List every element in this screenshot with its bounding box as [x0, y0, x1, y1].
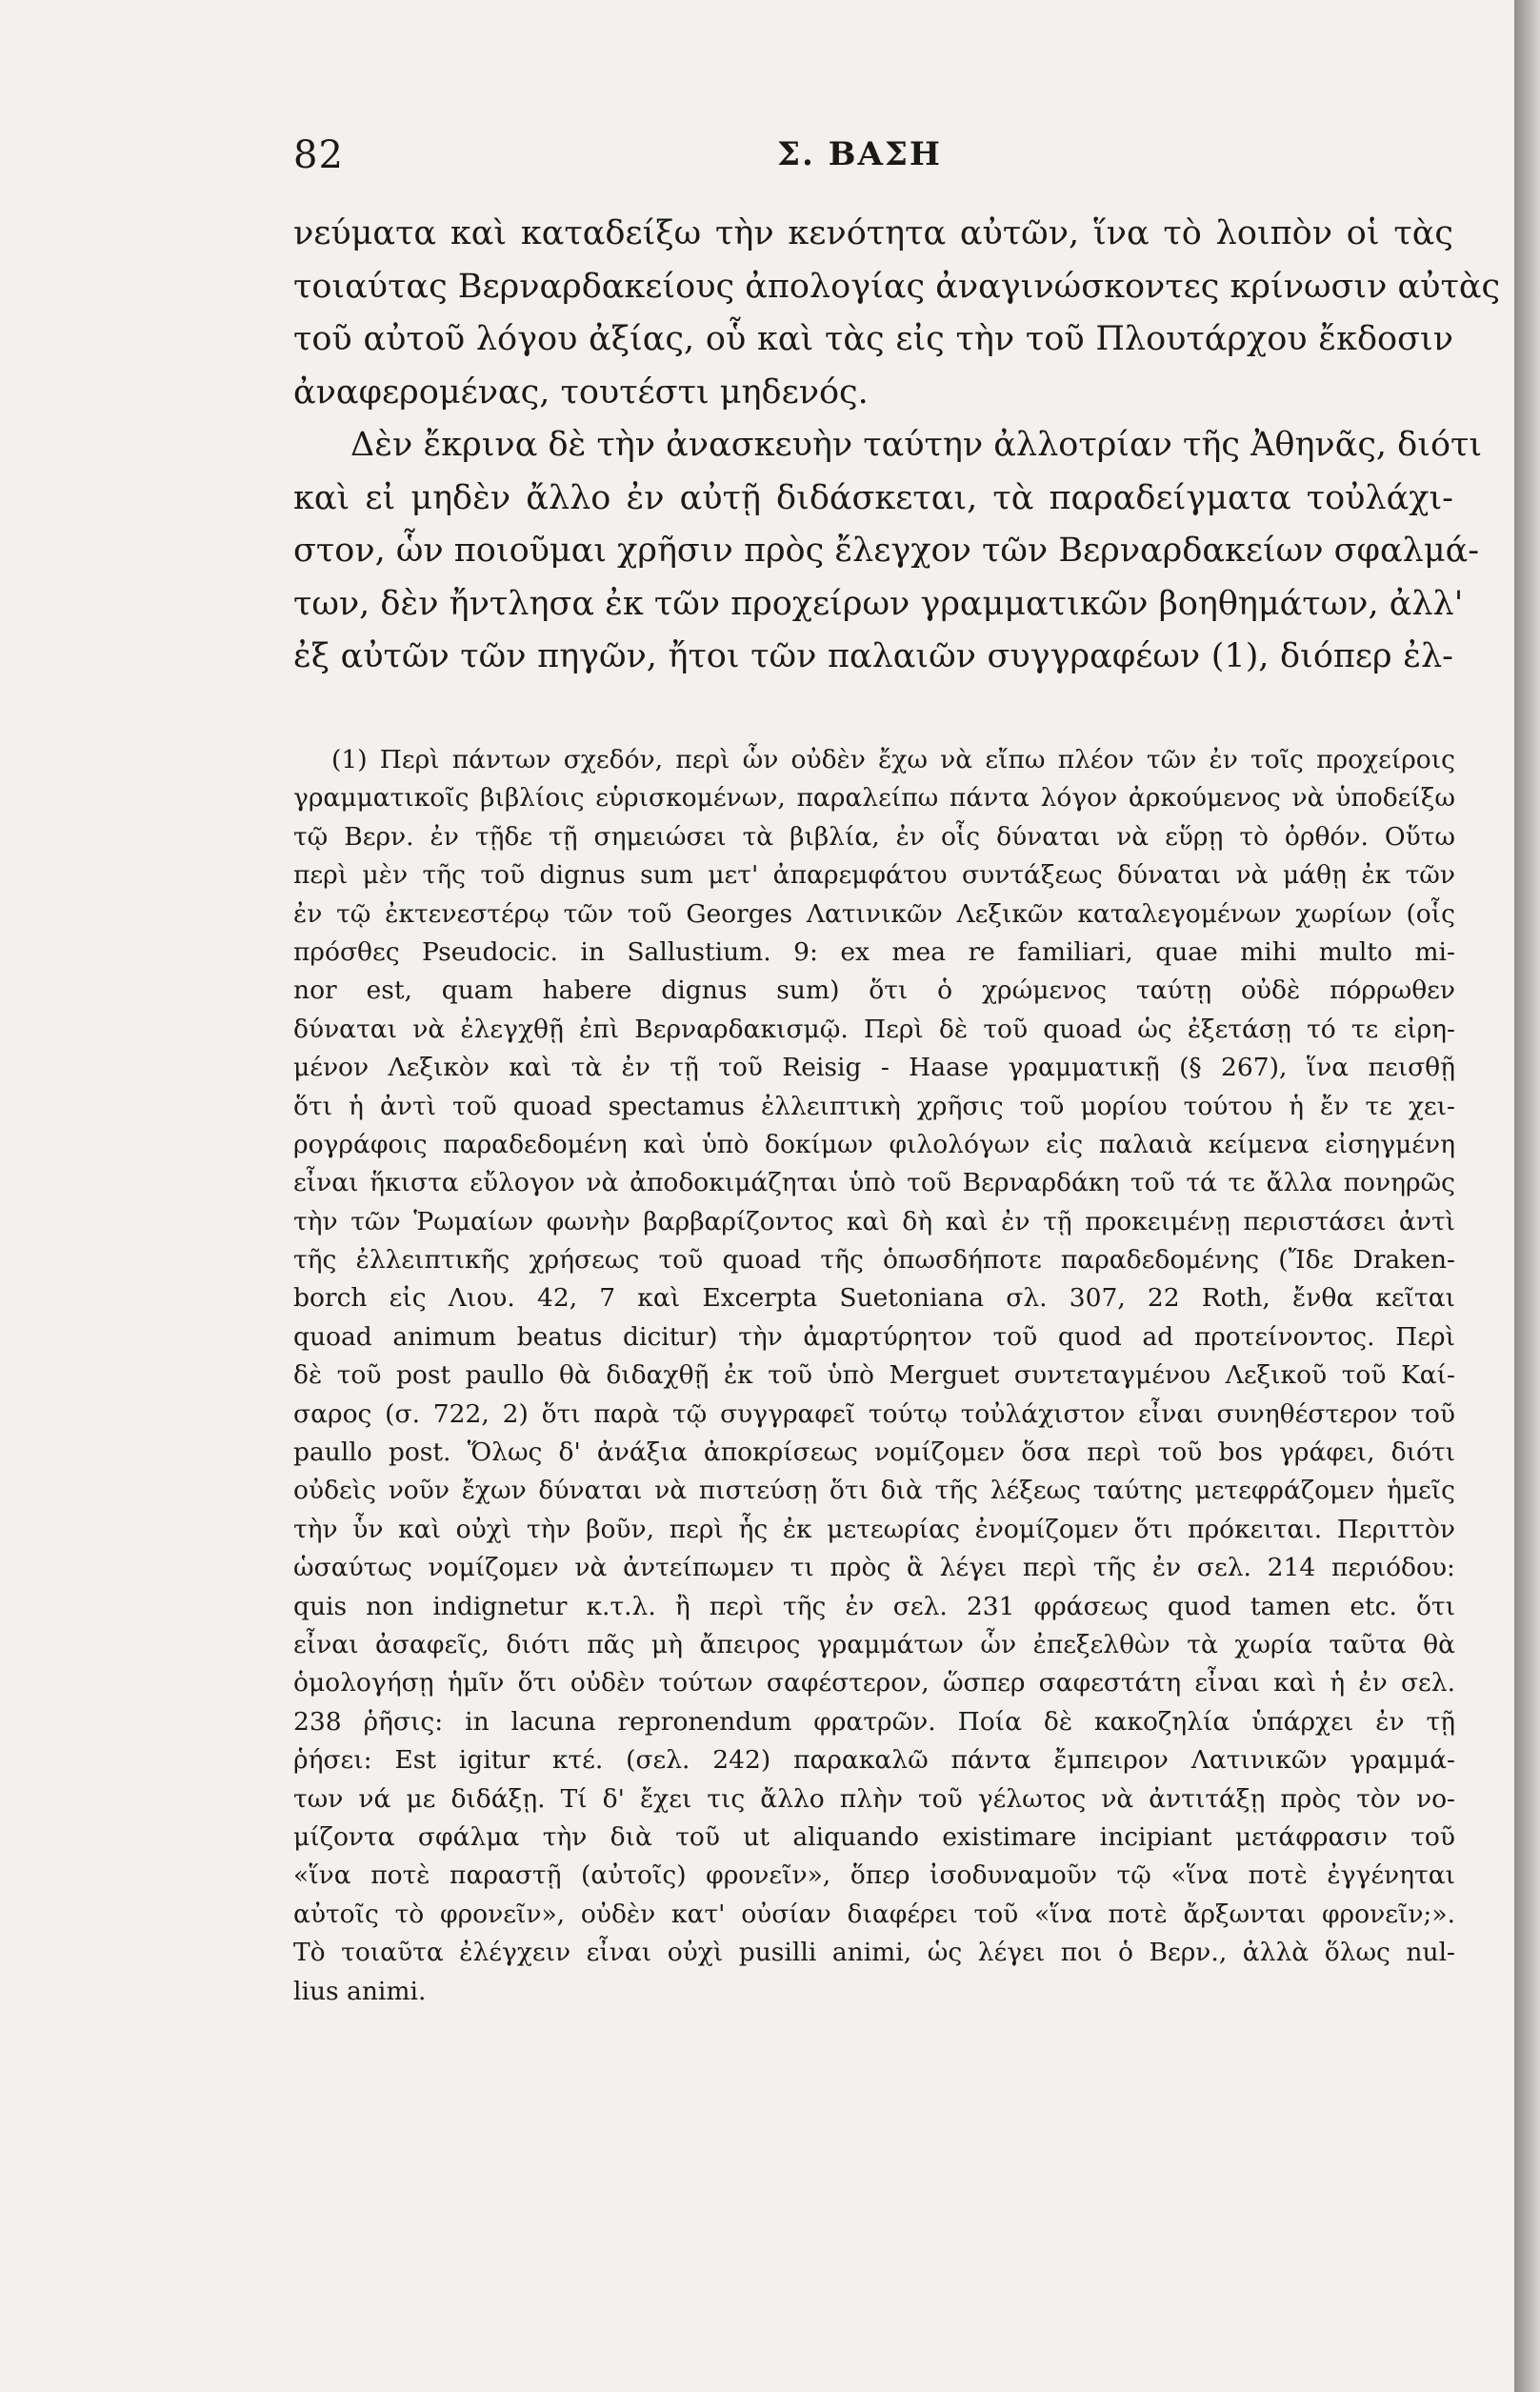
footnote-line: τῷ Βερν. ἐν τῇδε τῇ σημειώσει τὰ βιβλία, ἐν οἷς δύναται νὰ εὕρῃ τὸ ὀρθόν. Οὕτω [293, 821, 1455, 852]
text-line: των, δὲν ἤντλησα ἐκ τῶν προχείρων γραμματικῶν βοηθημάτων, ἀλλ' [293, 584, 1464, 623]
footnote-line: ὡσαύτως νομίζομεν νὰ ἀντείπωμεν τι πρὸς ἃ λέγει περὶ τῆς ἐν σελ. 214 περιόδου: [293, 1553, 1455, 1583]
footnote-line: εἶναι ἀσαφεῖς, διότι πᾶς μὴ ἄπειρος γραμμάτων ὧν ἐπεξελθὼν τὰ χωρία ταῦτα θὰ [293, 1629, 1455, 1659]
footnote-line: οὐδεὶς νοῦν ἔχων δύναται νὰ πιστεύσῃ ὅτι διὰ τῆς λέξεως ταύτης μετεφράζομεν ἡμεῖς [293, 1476, 1455, 1506]
footnote-line: μίζοντα σφάλμα τὴν διὰ τοῦ ut aliquando existimare incipiant μετάφρασιν τοῦ [293, 1821, 1455, 1852]
footnote-line: μένον Λεξικὸν καὶ τὰ ἐν τῇ τοῦ Reisig - Haase γραμματικῇ (§ 267), ἵνα πεισθῇ [293, 1053, 1455, 1083]
footnote-line: αὐτοῖς τὸ φρονεῖν», οὐδὲν κατ' οὐσίαν διαφέρει τοῦ «ἵνα ποτὲ ἄρξωνται φρονεῖν;». [293, 1899, 1455, 1929]
footnote-line: τῆς ἐλλειπτικῆς χρήσεως τοῦ quoad τῆς ὁπωσδήποτε παραδεδομένης (Ἴδε Draken- [293, 1245, 1455, 1276]
footnote [293, 741, 1455, 2011]
footnote-line: των νά με διδάξῃ. Τί δ' ἔχει τις ἄλλο πλὴν τοῦ γέλωτος νὰ ἀντιτάξῃ πρὸς τὸν νο- [293, 1783, 1455, 1814]
text-line: ἐξ αὐτῶν τῶν πηγῶν, ἤτοι τῶν παλαιῶν συγγραφέων (1), διόπερ ἐλ- [293, 637, 1453, 675]
footnote-line: περὶ μὲν τῆς τοῦ dignus sum μετ' ἀπαρεμφάτου συντάξεως δύναται νὰ μάθῃ ἐκ τῶν [293, 860, 1455, 891]
footnote-line: τὴν ὗν καὶ οὐχὶ τὴν βοῦν, περὶ ἧς ἐκ μετεωρίας ἐνομίζομεν ὅτι πρόκειται. Περιττὸν [293, 1514, 1455, 1544]
footnote-line: (1) Περὶ πάντων σχεδόν, περὶ ὧν οὐδὲν ἔχω νὰ εἴπω πλέον τῶν ἐν τοῖς προχείροις [331, 745, 1455, 774]
footnote-line: ῥήσει: Est igitur κτέ. (σελ. 242) παρακαλῶ πάντα ἔμπειρον Λατινικῶν γραμμά- [293, 1745, 1455, 1776]
text-line: νεύματα καὶ καταδείξω τὴν κενότητα αὐτῶν, ἵνα τὸ λοιπὸν οἱ τὰς [293, 214, 1453, 252]
footnote-line: «ἵνα ποτὲ παραστῇ (αὐτοῖς) φρονεῖν», ὅπερ ἰσοδυναμοῦν τῷ «ἵνα ποτὲ ἐγγένηται [293, 1860, 1455, 1891]
text-line: ἀναφερομένας, τουτέστι μηδενός. [293, 372, 869, 412]
footnote-line: πρόσθες Pseudocic. in Sallustium. 9: ex mea re familiari, quae mihi multo mi- [293, 936, 1455, 967]
footnote-line: paullo post. Ὅλως δ' ἀνάξια ἀποκρίσεως νομίζομεν ὅσα περὶ τοῦ bos γράφει, διότι [293, 1437, 1455, 1468]
page-edge [1514, 0, 1540, 2392]
page-header [293, 133, 1446, 191]
footnote-line: ρογράφοις παραδεδομένη καὶ ὑπὸ δοκίμων φιλολόγων εἰς παλαιὰ κείμενα εἰσηγμένη [293, 1129, 1455, 1159]
footnote-line: δὲ τοῦ post paullo θὰ διδαχθῇ ἐκ τοῦ ὑπὸ Merguet συντεταγμένου Λεξικοῦ τοῦ Καί- [293, 1360, 1455, 1391]
footnote-line: quis non indignetur κ.τ.λ. ἢ περὶ τῆς ἐν σελ. 231 φράσεως quod tamen etc. ὅτι [293, 1591, 1455, 1621]
text-line: τοῦ αὐτοῦ λόγου ἀξίας, οὗ καὶ τὰς εἰς τὴν τοῦ Πλουτάρχου ἔκδοσιν [293, 320, 1453, 358]
footnote-line: ὅτι ἡ ἀντὶ τοῦ quoad spectamus ἐλλειπτικὴ χρῆσις τοῦ μορίου τούτου ἡ ἔν τε χει- [293, 1091, 1455, 1121]
text-line: Δὲν ἔκρινα δὲ τὴν ἀνασκευὴν ταύτην ἀλλοτρίαν τῆς Ἀθηνᾶς, διότι [350, 426, 1483, 464]
footnote-line: Τὸ τοιαῦτα ἐλέγχειν εἶναι οὐχὶ pusilli animi, ὡς λέγει ποι ὁ Βερν., ἀλλὰ ὅλως nul- [293, 1938, 1455, 1968]
footnote-line: ὁμολογήσῃ ἡμῖν ὅτι οὐδὲν τούτων σαφέστερον, ὥσπερ σαφεστάτη εἶναι καὶ ἡ ἐν σελ. [293, 1668, 1455, 1699]
running-head: Σ. ΒΑΣΗ [777, 135, 942, 173]
footnote-line: σαρος (σ. 722, 2) ὅτι παρὰ τῷ συγγραφεῖ τούτῳ τοὐλάχιστον εἶναι συνηθέστερον τοῦ [293, 1398, 1455, 1429]
footnote-line: nor est, quam habere dignus sum) ὅτι ὁ χρώμενος ταύτῃ οὐδὲ πόρρωθεν [293, 975, 1455, 1006]
main-text [293, 208, 1501, 684]
footnote-line: lius animi. [293, 1976, 427, 2006]
footnote-line: γραμματικοῖς βιβλίοις εὑρισκομένων, παραλείπω πάντα λόγον ἀρκούμενος νὰ ὑποδείξω [293, 783, 1455, 814]
footnote-line: quoad animum beatus dicitur) τὴν ἀμαρτύρητον τοῦ quod ad προτείνοντος. Περὶ [293, 1321, 1455, 1352]
footnote-line: τὴν τῶν Ῥωμαίων φωνὴν βαρβαρίζοντος καὶ δὴ καὶ ἐν τῇ προκειμένῃ περιστάσει ἀντὶ [293, 1206, 1455, 1236]
text-line: καὶ εἰ μηδὲν ἄλλο ἐν αὐτῇ διδάσκεται, τὰ παραδείγματα τοὐλάχι- [293, 478, 1453, 517]
footnote-line: εἶναι ἥκιστα εὔλογον νὰ ἀποδοκιμάζηται ὑπὸ τοῦ Βερναρδάκη τοῦ τά τε ἄλλα πονηρῶς [293, 1168, 1455, 1198]
footnote-line: ἐν τῷ ἐκτενεστέρῳ τῶν τοῦ Georges Λατινικῶν Λεξικῶν καταλεγομένων χωρίων (οἷς [293, 898, 1455, 929]
footnote-line: 238 ῥῆσις: in lacuna repronendum φρατρῶν. Ποία δὲ κακοζηλία ὑπάρχει ἐν τῇ [293, 1706, 1455, 1737]
text-line: στον, ὧν ποιοῦμαι χρῆσιν πρὸς ἔλεγχον τῶν Βερναρδακείων σφαλμά- [293, 532, 1480, 570]
footnote-line: δύναται νὰ ἐλεγχθῇ ἐπὶ Βερναρδακισμῷ. Περὶ δὲ τοῦ quoad ὡς ἐξετάσῃ τό τε εἰρη- [293, 1014, 1455, 1044]
text-line: τοιαύτας Βερναρδακείους ἀπολογίας ἀναγινώσκοντες κρίνωσιν αὐτὰς [293, 267, 1501, 306]
page-number: 82 [293, 133, 344, 177]
footnote-line: borch εἰς Λιου. 42, 7 καὶ Excerpta Suetoniana σλ. 307, 22 Roth, ἔνθα κεῖται [293, 1283, 1455, 1314]
